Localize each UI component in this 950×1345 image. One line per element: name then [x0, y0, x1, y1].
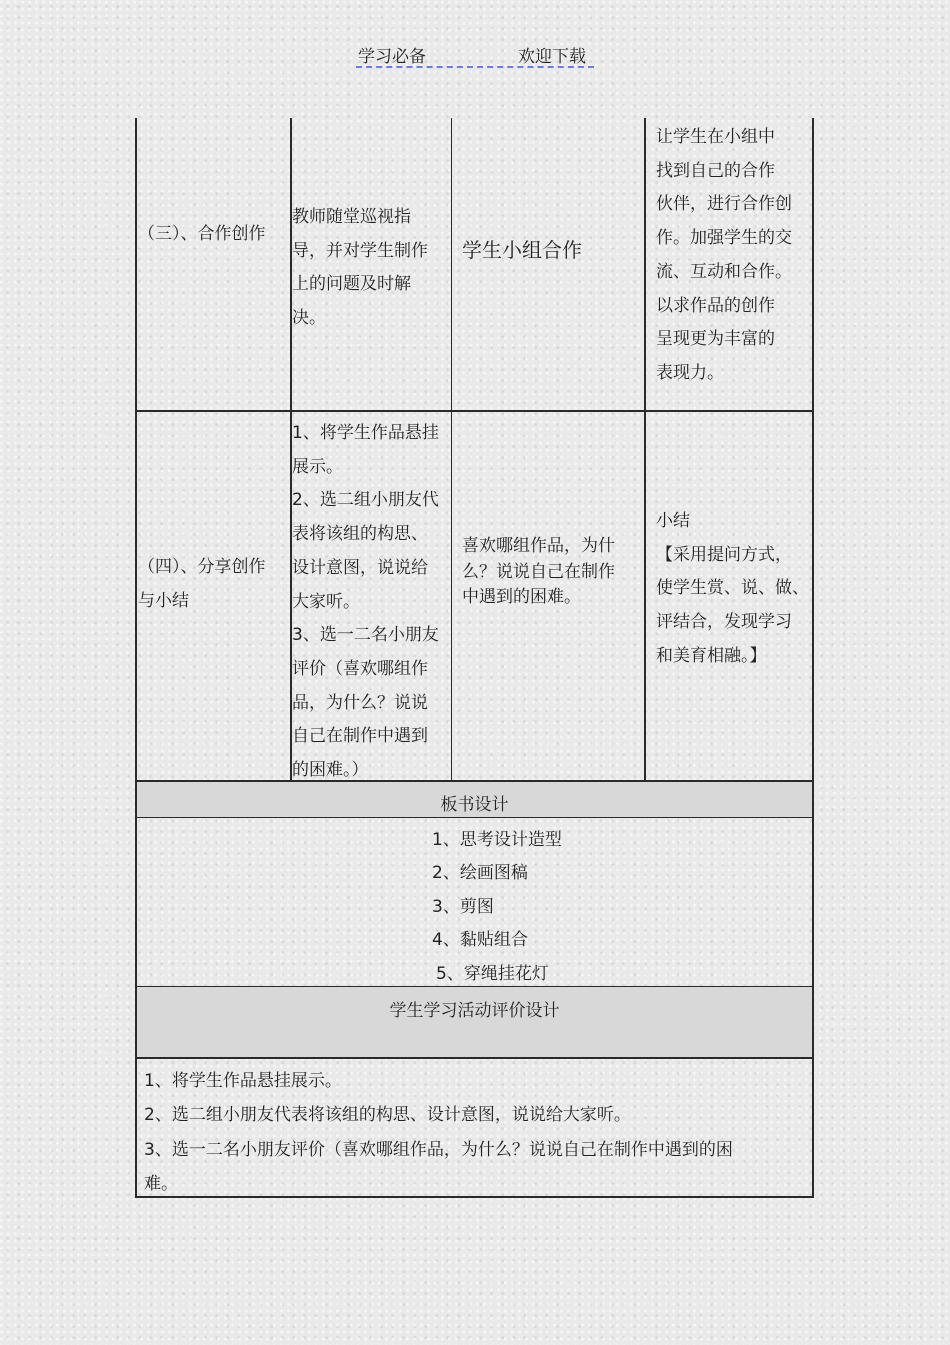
- row2-teacher-activity: 1、将学生作品悬挂 展示。 2、选二组小朋友代 表将该组的构思、 设计意图，说说给 大家听。 3、选一二名小朋友 评价（喜欢哪组作 品，为什么？说说 自己在制作中遇到 的困难。）: [292, 423, 439, 781]
- board-item: 2、绘画图稿: [432, 863, 528, 883]
- evaluation-title: 学生学习活动评价设计: [389, 1001, 560, 1021]
- row-divider-2: [135, 780, 814, 782]
- row1-student-activity: 学生小组合作: [462, 238, 582, 262]
- table-right-border: [812, 118, 814, 1198]
- header-right-text: 欢迎下载: [518, 47, 586, 67]
- row2-student-activity: 喜欢哪组作品，为什 么？说说自己在制作 中遇到的困难。: [462, 536, 615, 607]
- table-bottom-border: [135, 1196, 814, 1198]
- evaluation-line: 1、将学生作品悬挂展示。: [144, 1071, 342, 1091]
- board-item: 5、穿绳挂花灯: [436, 964, 549, 984]
- row1-stage: （三）、合作创作: [138, 224, 266, 244]
- row2-design-intent: 小结 【采用提问方式， 使学生赏、说、做、 评结合，发现学习 和美育相融。】: [656, 511, 809, 666]
- row-divider-1: [135, 410, 814, 412]
- row1-design-intent: 让学生在小组中 找到自己的合作 伙伴，进行合作创 作。加强学生的交 流、互动和合作。 以求作品的创作 呈现更为丰富的 表现力。: [656, 127, 792, 383]
- col-divider-3: [644, 118, 646, 782]
- page-header: [356, 40, 594, 68]
- board-item: 4、黏贴组合: [432, 930, 528, 950]
- row2-stage: （四）、分享创作 与小结: [138, 557, 266, 611]
- header-left-text: 学习必备: [358, 47, 426, 67]
- row-divider-5: [135, 1057, 814, 1059]
- board-item: 1、思考设计造型: [432, 830, 562, 850]
- board-item: 3、剪图: [432, 897, 494, 917]
- evaluation-line: 3、选一二名小朋友评价（喜欢哪组作品，为什么？说说自己在制作中遇到的困: [144, 1140, 733, 1160]
- evaluation-line: 难。: [144, 1174, 178, 1194]
- row1-teacher-activity: 教师随堂巡视指 导，并对学生制作 上的问题及时解 决。: [292, 207, 428, 329]
- table-left-border: [135, 118, 137, 1198]
- evaluation-line: 2、选二组小朋友代表将该组的构思、设计意图，说说给大家听。: [144, 1105, 631, 1125]
- board-title: 板书设计: [440, 795, 509, 815]
- col-divider-2: [451, 118, 452, 782]
